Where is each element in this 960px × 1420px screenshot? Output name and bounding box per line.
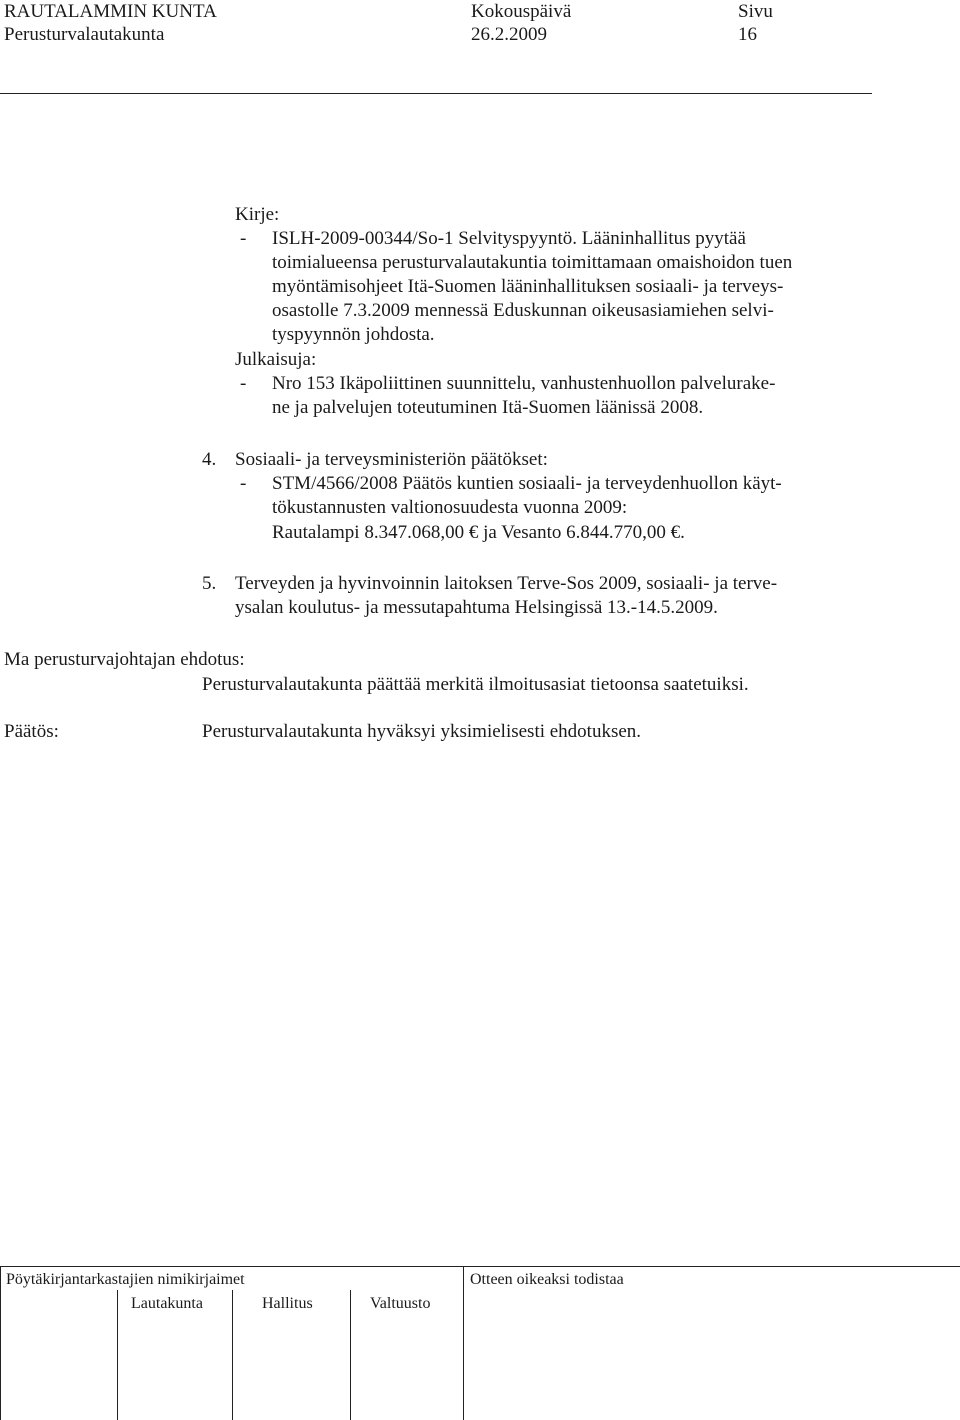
header-rule xyxy=(0,93,872,94)
item5-line: Terveyden ja hyvinvoinnin laitoksen Terve-Sos 2009, sosiaali- ja terve- xyxy=(235,573,778,594)
letter-line: ISLH-2009-00344/So-1 Selvityspyyntö. Lääninhallitus pyytää xyxy=(272,228,746,249)
publications-line: ne ja palvelujen toteutuminen Itä-Suomen läänissä 2008. xyxy=(272,397,704,418)
letter-line: tyspyynnön johdosta. xyxy=(272,324,435,345)
letter-line: toimialueensa perusturvalautakuntia toimittamaan omaishoidon tuen xyxy=(272,252,793,273)
item4-line: tökustannusten valtionosuudesta vuonna 2009: xyxy=(272,497,628,518)
letter-dash: - xyxy=(240,228,247,249)
footer-initials-label: Pöytäkirjantarkastajien nimikirjaimet xyxy=(6,1271,245,1288)
letter-line: osastolle 7.3.2009 mennessä Eduskunnan oikeusasiamiehen selvi- xyxy=(272,300,774,321)
header-date: 26.2.2009 xyxy=(471,24,547,45)
item5-line: ysalan koulutus- ja messutapahtuma Helsingissä 13.-14.5.2009. xyxy=(235,597,718,618)
item4-number: 4. xyxy=(202,449,217,470)
item4-heading: Sosiaali- ja terveysministeriön päätökset: xyxy=(235,449,548,470)
footer-column-lautakunta: Lautakunta xyxy=(131,1295,203,1312)
footer-column-hallitus: Hallitus xyxy=(262,1295,313,1312)
item4-line: STM/4566/2008 Päätös kuntien sosiaali- ja terveydenhuollon käyt- xyxy=(272,473,782,494)
footer-copy-label: Otteen oikeaksi todistaa xyxy=(470,1271,624,1288)
letter-heading: Kirje: xyxy=(235,204,280,225)
publications-line: Nro 153 Ikäpoliittinen suunnittelu, vanhustenhuollon palvelurake- xyxy=(272,373,776,394)
proposal-label: Ma perusturvajohtajan ehdotus: xyxy=(4,649,245,670)
decision-text: Perusturvalautakunta hyväksyi yksimielisesti ehdotuksen. xyxy=(202,721,642,742)
item4-line: Rautalampi 8.347.068,00 € ja Vesanto 6.844.770,00 €. xyxy=(272,522,685,543)
item5-number: 5. xyxy=(202,573,217,594)
header-org: RAUTALAMMIN KUNTA xyxy=(4,1,217,22)
header-page-number: 16 xyxy=(738,24,757,45)
footer-column-valtuusto: Valtuusto xyxy=(370,1295,431,1312)
proposal-text: Perusturvalautakunta päättää merkitä ilmoitusasiat tietoonsa saatetuiksi. xyxy=(202,674,749,695)
item4-dash: - xyxy=(240,473,247,494)
publications-heading: Julkaisuja: xyxy=(235,349,317,370)
header-page-label: Sivu xyxy=(738,1,773,22)
decision-label: Päätös: xyxy=(4,721,59,742)
header-date-label: Kokouspäivä xyxy=(471,1,572,22)
header-body: Perusturvalautakunta xyxy=(4,24,165,45)
letter-line: myöntämisohjeet Itä-Suomen lääninhallituksen sosiaali- ja terveys- xyxy=(272,276,784,297)
publications-dash: - xyxy=(240,373,247,394)
